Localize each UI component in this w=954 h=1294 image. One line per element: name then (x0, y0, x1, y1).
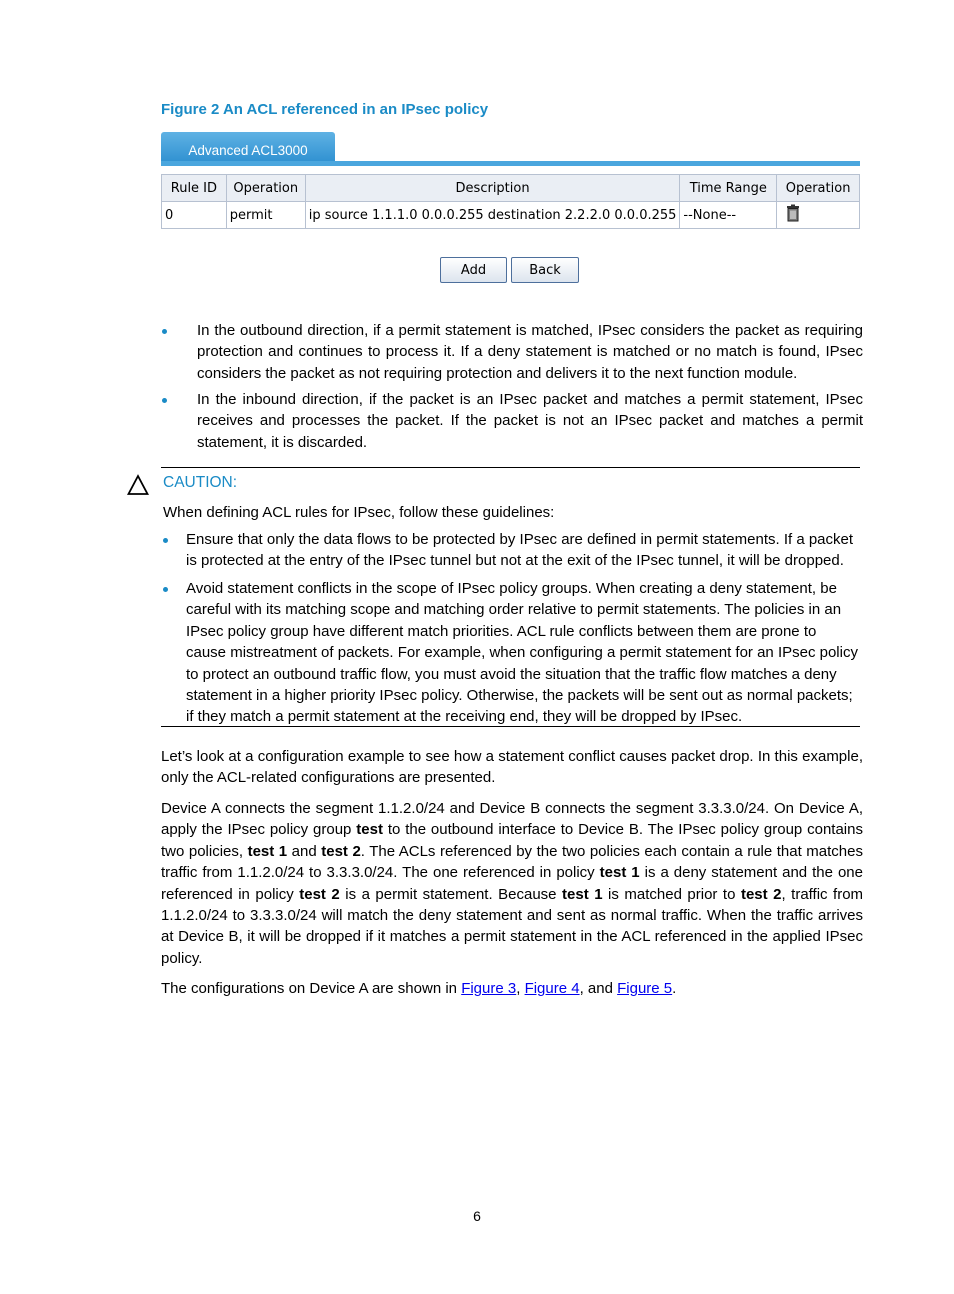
page-number: 6 (473, 1208, 481, 1224)
cell-operation: permit (226, 202, 305, 229)
cell-time-range: --None-- (680, 202, 777, 229)
paragraph-device-config: Device A connects the segment 1.1.2.0/24 and Device B connects the segment 3.3.3.0/24. On Device A, apply the IPsec policy group test to the outbound interface to Device B. The IPsec policy group contains two policies, test 1 and test 2. The ACLs referenced by the two policies each contain a rule that matches traffic from 1.1.2.0/24 to 3.3.3.0/24. The one referenced in policy test 1 is a deny statement and the one referenced in policy test 2 is a permit statement. Because test 1 is matched prior to test 2, traffic from 1.1.2.0/24 to 3.3.3.0/24 will match the deny statement and sent as normal traffic. When the traffic arrives at Device B, it will be dropped if it matches a permit statement in the ACL referenced in the applied IPsec policy. (161, 800, 864, 967)
tab-underline (161, 161, 860, 166)
cell-action (777, 202, 860, 229)
bullet-dot (162, 398, 167, 403)
link-figure-4[interactable]: Figure 4 (524, 980, 580, 997)
bullet-inbound: In the inbound direction, if the packet is an IPsec packet and matches a permit statement, IPsec receives and processes the packet. If the packet is not an IPsec packet and matches a permit statement, it is discarded. (197, 391, 863, 451)
header-rule-id: Rule ID (162, 175, 227, 202)
bullet-dot (163, 538, 168, 543)
acl-rules-table (161, 174, 860, 229)
header-operation: Operation (226, 175, 305, 202)
table-header-row (162, 175, 860, 202)
header-operation-action: Operation (777, 175, 860, 202)
cell-rule-id: 0 (162, 202, 227, 229)
caution-item-permit: Ensure that only the data flows to be protected by IPsec are defined in permit statements. If a packet is protected at the entry of the IPsec tunnel but not at the exit of the IPsec tunnel, it will be dropped. (186, 531, 854, 570)
bullet-outbound: In the outbound direction, if a permit statement is matched, IPsec considers the packet as requiring protection and continues to process it. If a deny statement is matched or no match is found, IPsec considers the packet as not requiring protection and delivers it to the next function module. (197, 322, 863, 382)
caution-title: CAUTION: (163, 474, 238, 491)
caution-bottom-rule (161, 726, 860, 727)
table-row (162, 202, 860, 229)
header-time-range: Time Range (680, 175, 777, 202)
caution-intro: When defining ACL rules for IPsec, follow these guidelines: (163, 504, 555, 521)
back-button[interactable]: Back (511, 257, 579, 283)
link-figure-5[interactable]: Figure 5 (617, 980, 673, 997)
cell-description: ip source 1.1.1.0 0.0.0.255 destination 2.2.2.0 0.0.0.255 (305, 202, 680, 229)
caution-item-conflicts: Avoid statement conflicts in the scope of IPsec policy groups. When creating a deny statement, be careful with its matching scope and matching order relative to permit statements. The policies in an IPsec policy group have different match priorities. ACL rule conflicts between them are prone to cause mistreatment of packets. For example, when configuring a permit statement for an IPsec policy to protect an outbound traffic flow, you must avoid the situation that the traffic flow matches a deny statement in a higher priority IPsec policy. Otherwise, the packets will be sent out as normal packets; if they match a permit statement at the receiving end, they will be dropped by IPsec. (186, 580, 858, 726)
warning-triangle-icon (127, 474, 149, 496)
add-button[interactable]: Add (440, 257, 507, 283)
trash-icon[interactable] (786, 204, 800, 226)
tab-advanced-acl[interactable]: Advanced ACL3000 (161, 132, 335, 164)
paragraph-example-intro: Let’s look at a configuration example to see how a statement conflict causes packet drop. In this example, only the ACL-related configurations are presented. (161, 748, 863, 787)
caution-top-rule (161, 467, 860, 468)
bullet-dot (162, 329, 167, 334)
header-description: Description (305, 175, 680, 202)
figure-caption: Figure 2 An ACL referenced in an IPsec policy (161, 101, 489, 118)
bullet-dot (163, 587, 168, 592)
paragraph-config-refs: The configurations on Device A are shown in Figure 3, Figure 4, and Figure 5. (161, 980, 677, 997)
link-figure-3[interactable]: Figure 3 (461, 980, 517, 997)
